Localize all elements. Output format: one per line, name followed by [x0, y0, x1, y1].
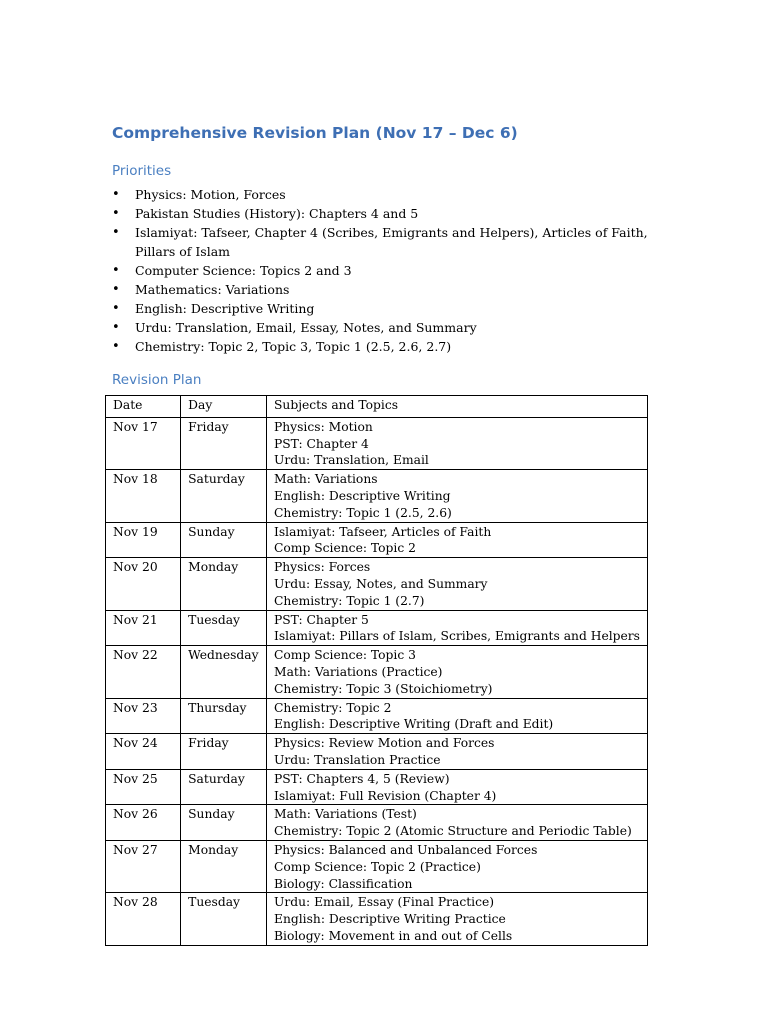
table-row [106, 840, 648, 892]
date-cell: Nov 18 [106, 470, 181, 522]
page-title: Comprehensive Revision Plan (Nov 17 – Dec 6) [112, 124, 518, 142]
day-cell: Tuesday [181, 610, 267, 646]
topic-line: Physics: Balanced and Unbalanced Forces [273, 842, 538, 857]
day-cell: Monday [181, 558, 267, 610]
topic-line: Comp Science: Topic 2 [273, 541, 416, 556]
table-row [106, 734, 648, 770]
topics-cell [266, 470, 647, 522]
topic-line: Chemistry: Topic 2 (Atomic Structure and Periodic Table) [273, 824, 632, 839]
topic-line: Urdu: Email, Essay (Final Practice) [273, 895, 495, 910]
date-cell: Nov 22 [106, 646, 181, 698]
day-cell: Friday [181, 417, 267, 469]
priority-item: • English: Descriptive Writing [112, 299, 652, 318]
topics-cell [266, 893, 647, 945]
column-header-date: Date [106, 396, 181, 418]
topic-line: Math: Variations (Test) [273, 807, 417, 822]
topic-line: Biology: Classification [273, 876, 413, 891]
topic-line: Urdu: Essay, Notes, and Summary [273, 576, 488, 591]
date-cell: Nov 25 [106, 769, 181, 805]
topics-cell [266, 769, 647, 805]
table-row [106, 558, 648, 610]
date-cell: Nov 19 [106, 522, 181, 558]
table-row [106, 610, 648, 646]
topics-cell [266, 558, 647, 610]
topic-line: Chemistry: Topic 3 (Stoichiometry) [273, 681, 493, 696]
priority-item: • Pakistan Studies (History): Chapters 4 and 5 [112, 204, 652, 223]
priority-item: • Chemistry: Topic 2, Topic 3, Topic 1 (2.5, 2.6, 2.7) [112, 337, 652, 356]
topic-line: PST: Chapter 5 [273, 612, 369, 627]
priorities-list [112, 185, 652, 356]
topic-line: Urdu: Translation Practice [273, 752, 441, 767]
day-cell: Saturday [181, 470, 267, 522]
table-row [106, 698, 648, 734]
topic-line: English: Descriptive Writing Practice [273, 912, 506, 927]
table-row [106, 417, 648, 469]
topic-line: Physics: Review Motion and Forces [273, 736, 495, 751]
date-cell: Nov 24 [106, 734, 181, 770]
priority-item: • Islamiyat: Tafseer, Chapter 4 (Scribes, Emigrants and Helpers), Articles of Faith, Pillars of Islam [112, 223, 652, 261]
topic-line: Urdu: Translation, Email [273, 453, 429, 468]
topic-line: Math: Variations [273, 472, 378, 487]
topic-line: Physics: Motion [273, 419, 373, 434]
topic-line: Math: Variations (Practice) [273, 664, 443, 679]
day-cell: Sunday [181, 805, 267, 841]
topic-line: Chemistry: Topic 1 (2.5, 2.6) [273, 505, 452, 520]
topic-line: Comp Science: Topic 3 [273, 648, 416, 663]
date-cell: Nov 23 [106, 698, 181, 734]
column-header-day: Day [181, 396, 267, 418]
topic-line: Chemistry: Topic 1 (2.7) [273, 593, 425, 608]
table-row [106, 522, 648, 558]
date-cell: Nov 26 [106, 805, 181, 841]
day-cell: Wednesday [181, 646, 267, 698]
topic-line: Biology: Movement in and out of Cells [273, 928, 513, 943]
topic-line: English: Descriptive Writing [273, 488, 451, 503]
table-header-row [106, 396, 648, 418]
column-header-topics: Subjects and Topics [266, 396, 647, 418]
topic-line: Chemistry: Topic 2 [273, 700, 392, 715]
topics-cell [266, 805, 647, 841]
day-cell: Saturday [181, 769, 267, 805]
revision-plan-heading: Revision Plan [112, 372, 202, 388]
date-cell: Nov 27 [106, 840, 181, 892]
date-cell: Nov 17 [106, 417, 181, 469]
table-body [106, 417, 648, 945]
topics-cell [266, 840, 647, 892]
day-cell: Thursday [181, 698, 267, 734]
topics-cell [266, 734, 647, 770]
topic-line: Islamiyat: Tafseer, Articles of Faith [273, 524, 492, 539]
date-cell: Nov 20 [106, 558, 181, 610]
date-cell: Nov 28 [106, 893, 181, 945]
table-row [106, 769, 648, 805]
day-cell: Friday [181, 734, 267, 770]
table-row [106, 805, 648, 841]
priority-item: • Physics: Motion, Forces [112, 185, 652, 204]
topics-cell [266, 610, 647, 646]
topic-line: Islamiyat: Pillars of Islam, Scribes, Emigrants and Helpers [273, 629, 640, 644]
priority-item: • Computer Science: Topics 2 and 3 [112, 261, 652, 280]
day-cell: Monday [181, 840, 267, 892]
topic-line: English: Descriptive Writing (Draft and Edit) [273, 717, 554, 732]
priority-item: • Urdu: Translation, Email, Essay, Notes, and Summary [112, 318, 652, 337]
topic-line: Physics: Forces [273, 560, 371, 575]
day-cell: Sunday [181, 522, 267, 558]
topics-cell [266, 698, 647, 734]
revision-plan-table [105, 395, 648, 946]
topic-line: Islamiyat: Full Revision (Chapter 4) [273, 788, 497, 803]
priority-item: • Mathematics: Variations [112, 280, 652, 299]
topics-cell [266, 522, 647, 558]
topic-line: PST: Chapters 4, 5 (Review) [273, 771, 450, 786]
table-row [106, 893, 648, 945]
table-row [106, 646, 648, 698]
topic-line: PST: Chapter 4 [273, 436, 369, 451]
topics-cell [266, 646, 647, 698]
day-cell: Tuesday [181, 893, 267, 945]
priorities-heading: Priorities [112, 163, 172, 179]
date-cell: Nov 21 [106, 610, 181, 646]
topic-line: Comp Science: Topic 2 (Practice) [273, 859, 481, 874]
topics-cell [266, 417, 647, 469]
table-row [106, 470, 648, 522]
